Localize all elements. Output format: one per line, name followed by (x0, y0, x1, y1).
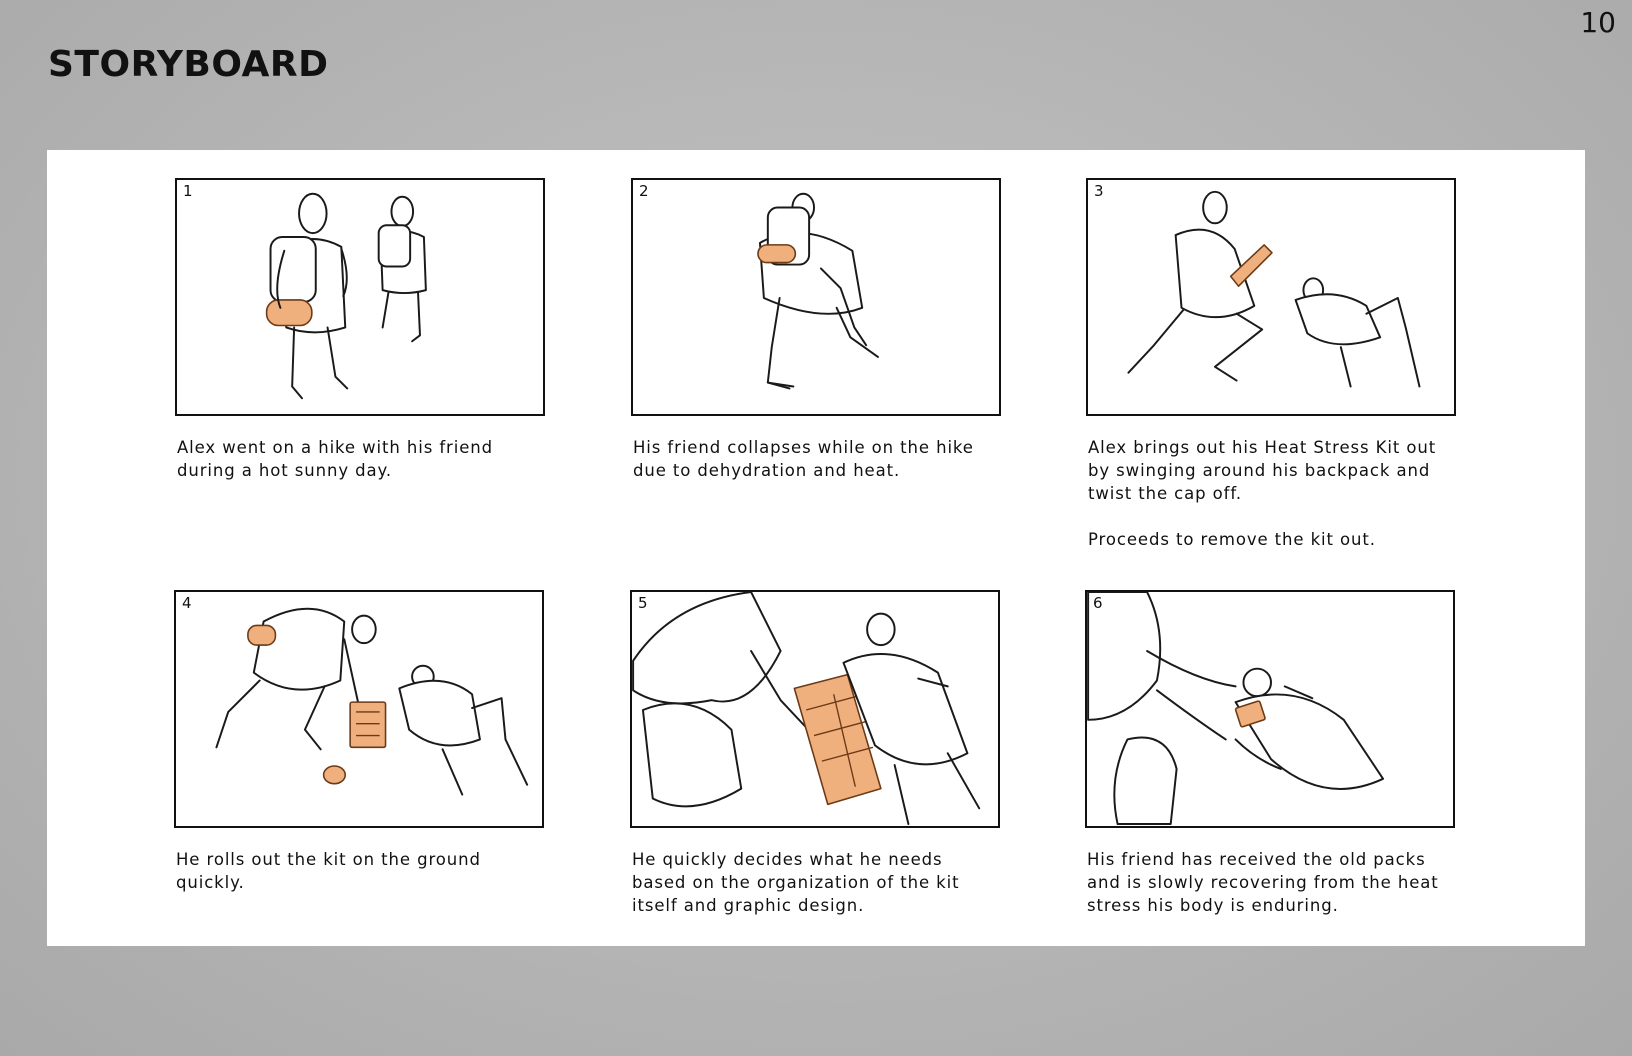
panel-number: 4 (182, 594, 192, 612)
panel-number: 3 (1094, 182, 1104, 200)
panel-number: 6 (1093, 594, 1103, 612)
storyboard-panel-6 (1085, 590, 1455, 917)
page-title: STORYBOARD (48, 44, 329, 85)
caption-text: His friend collapses while on the hike due to dehydration and heat. (633, 438, 974, 480)
panel-6-sketch (1087, 592, 1453, 826)
caption-text: Alex went on a hike with his friend during a hot sunny day. (177, 438, 494, 480)
panel-4-sketch (176, 592, 542, 826)
panel-4-caption (174, 848, 544, 894)
storyboard-panel-4 (174, 590, 544, 894)
storyboard-panel-1 (175, 178, 545, 482)
caption-text: He quickly decides what he needs based on the organization of the kit itself and graphic design. (632, 850, 960, 915)
page-number: 10 (1580, 6, 1616, 39)
panel-3-caption (1086, 436, 1456, 551)
panel-number: 1 (183, 182, 193, 200)
panel-4-frame (174, 590, 544, 828)
panel-5-frame (630, 590, 1000, 828)
storyboard-panel-2 (631, 178, 1001, 482)
caption-text: His friend has received the old packs and is slowly recovering from the heat stress his body is enduring. (1087, 850, 1439, 915)
panel-1-frame (175, 178, 545, 416)
panel-number: 2 (639, 182, 649, 200)
caption-text: Proceeds to remove the kit out. (1088, 530, 1376, 549)
panel-1-caption (175, 436, 545, 482)
panel-2-caption (631, 436, 1001, 482)
panel-5-caption (630, 848, 1000, 917)
panel-number: 5 (638, 594, 648, 612)
storyboard-panel-3 (1086, 178, 1456, 551)
panel-6-caption (1085, 848, 1455, 917)
panel-3-sketch (1088, 180, 1454, 414)
panel-3-frame (1086, 178, 1456, 416)
panel-6-frame (1085, 590, 1455, 828)
caption-text: Alex brings out his Heat Stress Kit out by swinging around his backpack and twist the cap off. (1088, 438, 1437, 503)
caption-text: He rolls out the kit on the ground quickly. (176, 850, 481, 892)
panel-2-sketch (633, 180, 999, 414)
panel-2-frame (631, 178, 1001, 416)
panel-5-sketch (632, 592, 998, 826)
storyboard-panel-5 (630, 590, 1000, 917)
panel-1-sketch (177, 180, 543, 414)
storyboard-board (47, 150, 1585, 946)
